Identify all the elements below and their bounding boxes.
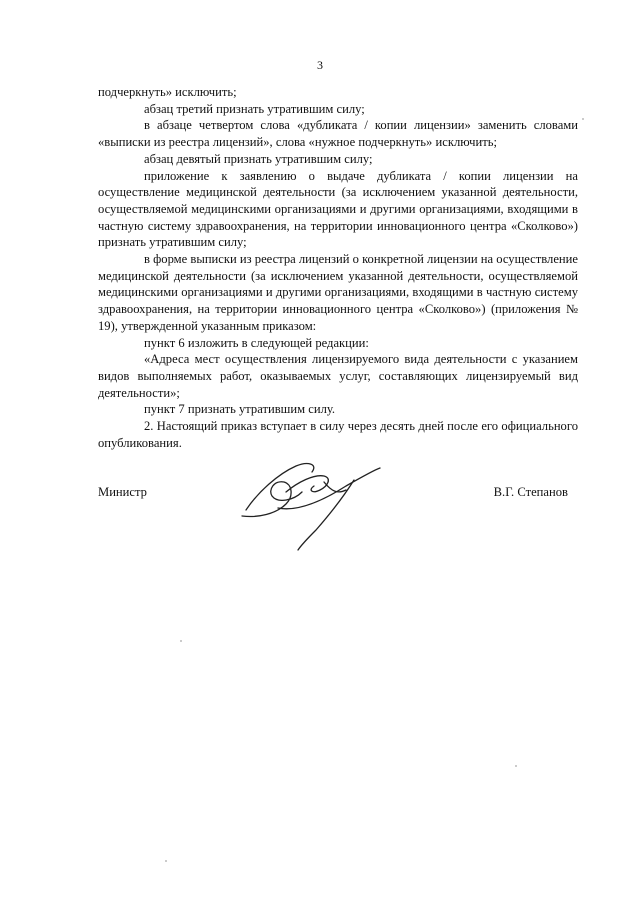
- paragraph-3: в абзаце четвертом слова «дубликата / копии лицензии» заменить словами «выписки из реестра лицензий», слова «нужное подчеркнуть» исключить;: [98, 118, 578, 150]
- signer-title: Министр: [98, 485, 147, 499]
- scan-speck: [582, 118, 584, 120]
- paragraph-1: подчеркнуть» исключить;: [98, 85, 237, 99]
- paragraph-10: 2. Настоящий приказ вступает в силу через десять дней после его официального опубликования.: [98, 419, 578, 450]
- scan-speck: [515, 765, 517, 767]
- paragraph-8: «Адреса мест осуществления лицензируемого вида деятельности с указанием видов выполняемых работ, оказываемых услуг, составляющих лицензируемый вид деятельности»;: [98, 352, 578, 400]
- paragraph-7: пункт 6 изложить в следующей редакции:: [144, 335, 369, 350]
- paragraph-4: абзац девятый признать утратившим силу;: [144, 151, 373, 166]
- paragraph-5: приложение к заявлению о выдаче дубликата / копии лицензии на осуществление медицинской деятельности (за исключением указанной деятельности, осуществляемой медицинскими организациями и другими организациями, входящими в частную систему здравоохранения, на территории инновационного центра «Сколково») признать утратившим силу;: [98, 168, 578, 250]
- paragraph-9: пункт 7 признать утратившим силу.: [144, 402, 336, 417]
- signer-name: В.Г. Степанов: [493, 485, 568, 499]
- document-body: [98, 84, 578, 451]
- scan-speck: [165, 860, 167, 862]
- handwritten-signature-icon: [228, 452, 398, 552]
- paragraph-6: в форме выписки из реестра лицензий о конкретной лицензии на осуществление медицинской деятельности (за исключением указанной деятельности, осуществляемой медицинскими организациями и другими организациями, входящими в частную систему здравоохранения, на территории инновационного центра «Сколково») (приложения № 19), утвержденной указанным приказом:: [98, 252, 578, 333]
- scan-speck: [180, 640, 182, 642]
- page-number: 3: [317, 58, 323, 72]
- paragraph-2: абзац третий признать утратившим силу;: [144, 101, 365, 116]
